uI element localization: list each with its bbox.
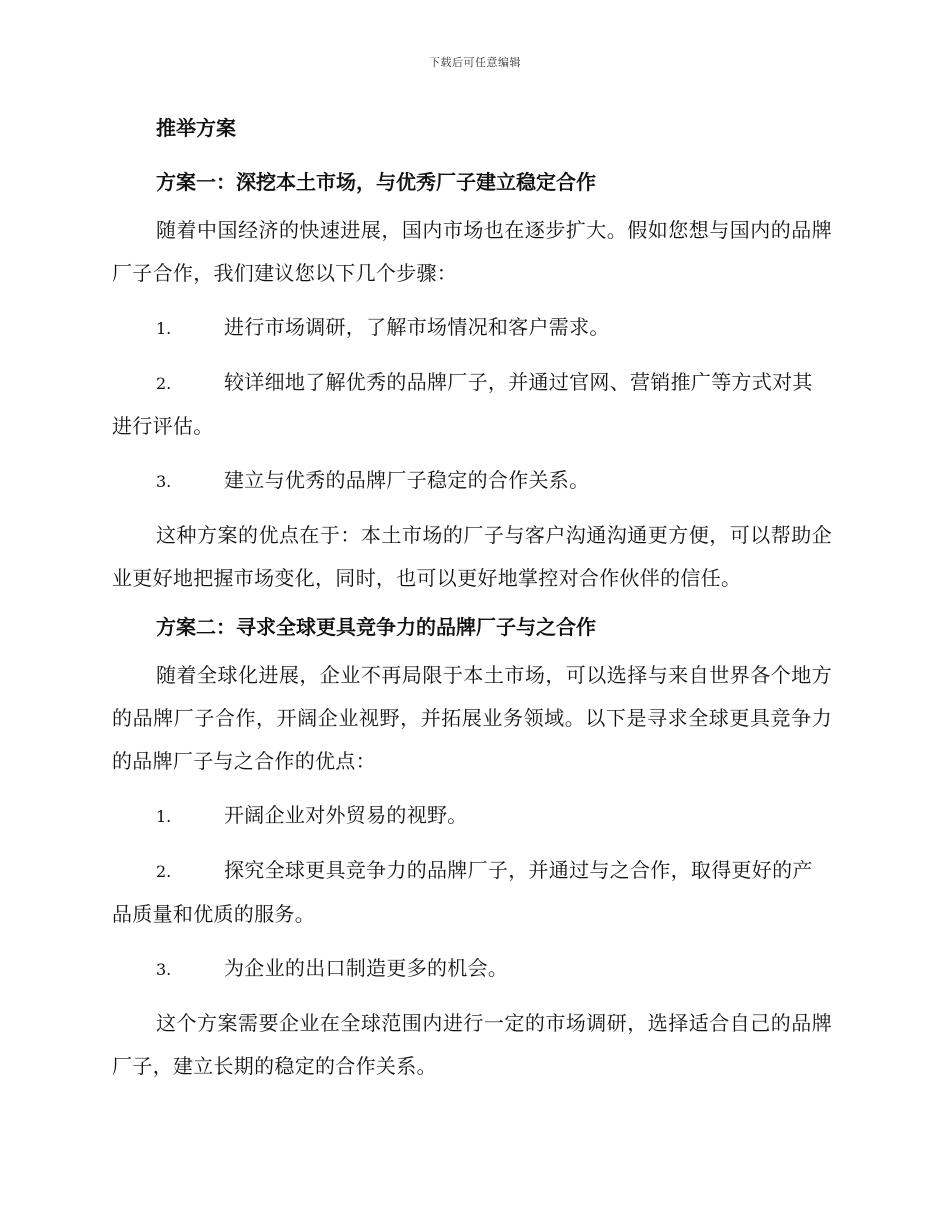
step-number: 1. — [156, 807, 172, 826]
plan2-heading: 方案二：寻求全球更具竞争力的品牌厂子与之合作 — [156, 615, 596, 639]
step-text: 开阔企业对外贸易的视野。 — [224, 803, 468, 827]
header-note: 下载后可任意编辑 — [429, 56, 521, 69]
plan1-summary: 这种方案的优点在于：本土市场的厂子与客户沟通沟通更方便，可以帮助企业更好地把握市场变化，同时，也可以更好地掌控对合作伙伴的信任。 — [112, 523, 832, 590]
plan2-intro: 随着全球化进展，企业不再局限于本土市场，可以选择与来自世界各个地方的品牌厂子合作，开阔企业视野，并拓展业务领域。以下是寻求全球更具竞争力的品牌厂子与之合作的优点： — [112, 663, 832, 773]
step-text: 探究全球更具竞争力的品牌厂子，并通过与之合作，取得更好的产品质量和优质的服务。 — [112, 858, 813, 926]
spacer — [112, 643, 832, 654]
spacer — [112, 783, 832, 794]
plan2-step-3 — [112, 947, 832, 991]
plan1-step-1 — [112, 306, 832, 350]
spacer — [112, 198, 832, 209]
spacer — [112, 144, 832, 166]
spacer — [112, 936, 832, 947]
plan1-intro: 随着中国经济的快速进展，国内市场也在逐步扩大。假如您想与国内的品牌厂子合作，我们建议您以下几个步骤： — [112, 218, 832, 285]
step-number: 2. — [156, 862, 172, 881]
document-title: 推举方案 — [156, 116, 236, 140]
plan1-step-2 — [112, 361, 832, 448]
step-text: 进行市场调研，了解市场情况和客户需求。 — [224, 315, 610, 339]
plan2-summary: 这个方案需要企业在全球范围内进行一定的市场调研，选择适合自己的品牌厂子，建立长期的稳定的合作关系。 — [112, 1011, 832, 1078]
step-number: 3. — [156, 472, 172, 491]
plan1-step-3 — [112, 459, 832, 503]
spacer — [112, 295, 832, 306]
step-text: 为企业的出口制造更多的机会。 — [224, 956, 509, 980]
spacer — [112, 350, 832, 361]
step-number: 3. — [156, 960, 172, 979]
plan2-step-1 — [112, 794, 832, 838]
step-number: 2. — [156, 374, 172, 393]
spacer — [112, 503, 832, 514]
spacer — [112, 838, 832, 849]
plan1-heading: 方案一：深挖本土市场，与优秀厂子建立稳定合作 — [156, 170, 596, 194]
plan2-step-2 — [112, 849, 832, 936]
step-text: 较详细地了解优秀的品牌厂子，并通过官网、营销推广等方式对其进行评估。 — [112, 370, 813, 438]
step-number: 1. — [156, 319, 172, 338]
spacer — [112, 448, 832, 459]
step-text: 建立与优秀的品牌厂子稳定的合作关系。 — [224, 468, 590, 492]
document-body — [112, 112, 832, 1088]
spacer — [112, 600, 832, 611]
spacer — [112, 991, 832, 1002]
